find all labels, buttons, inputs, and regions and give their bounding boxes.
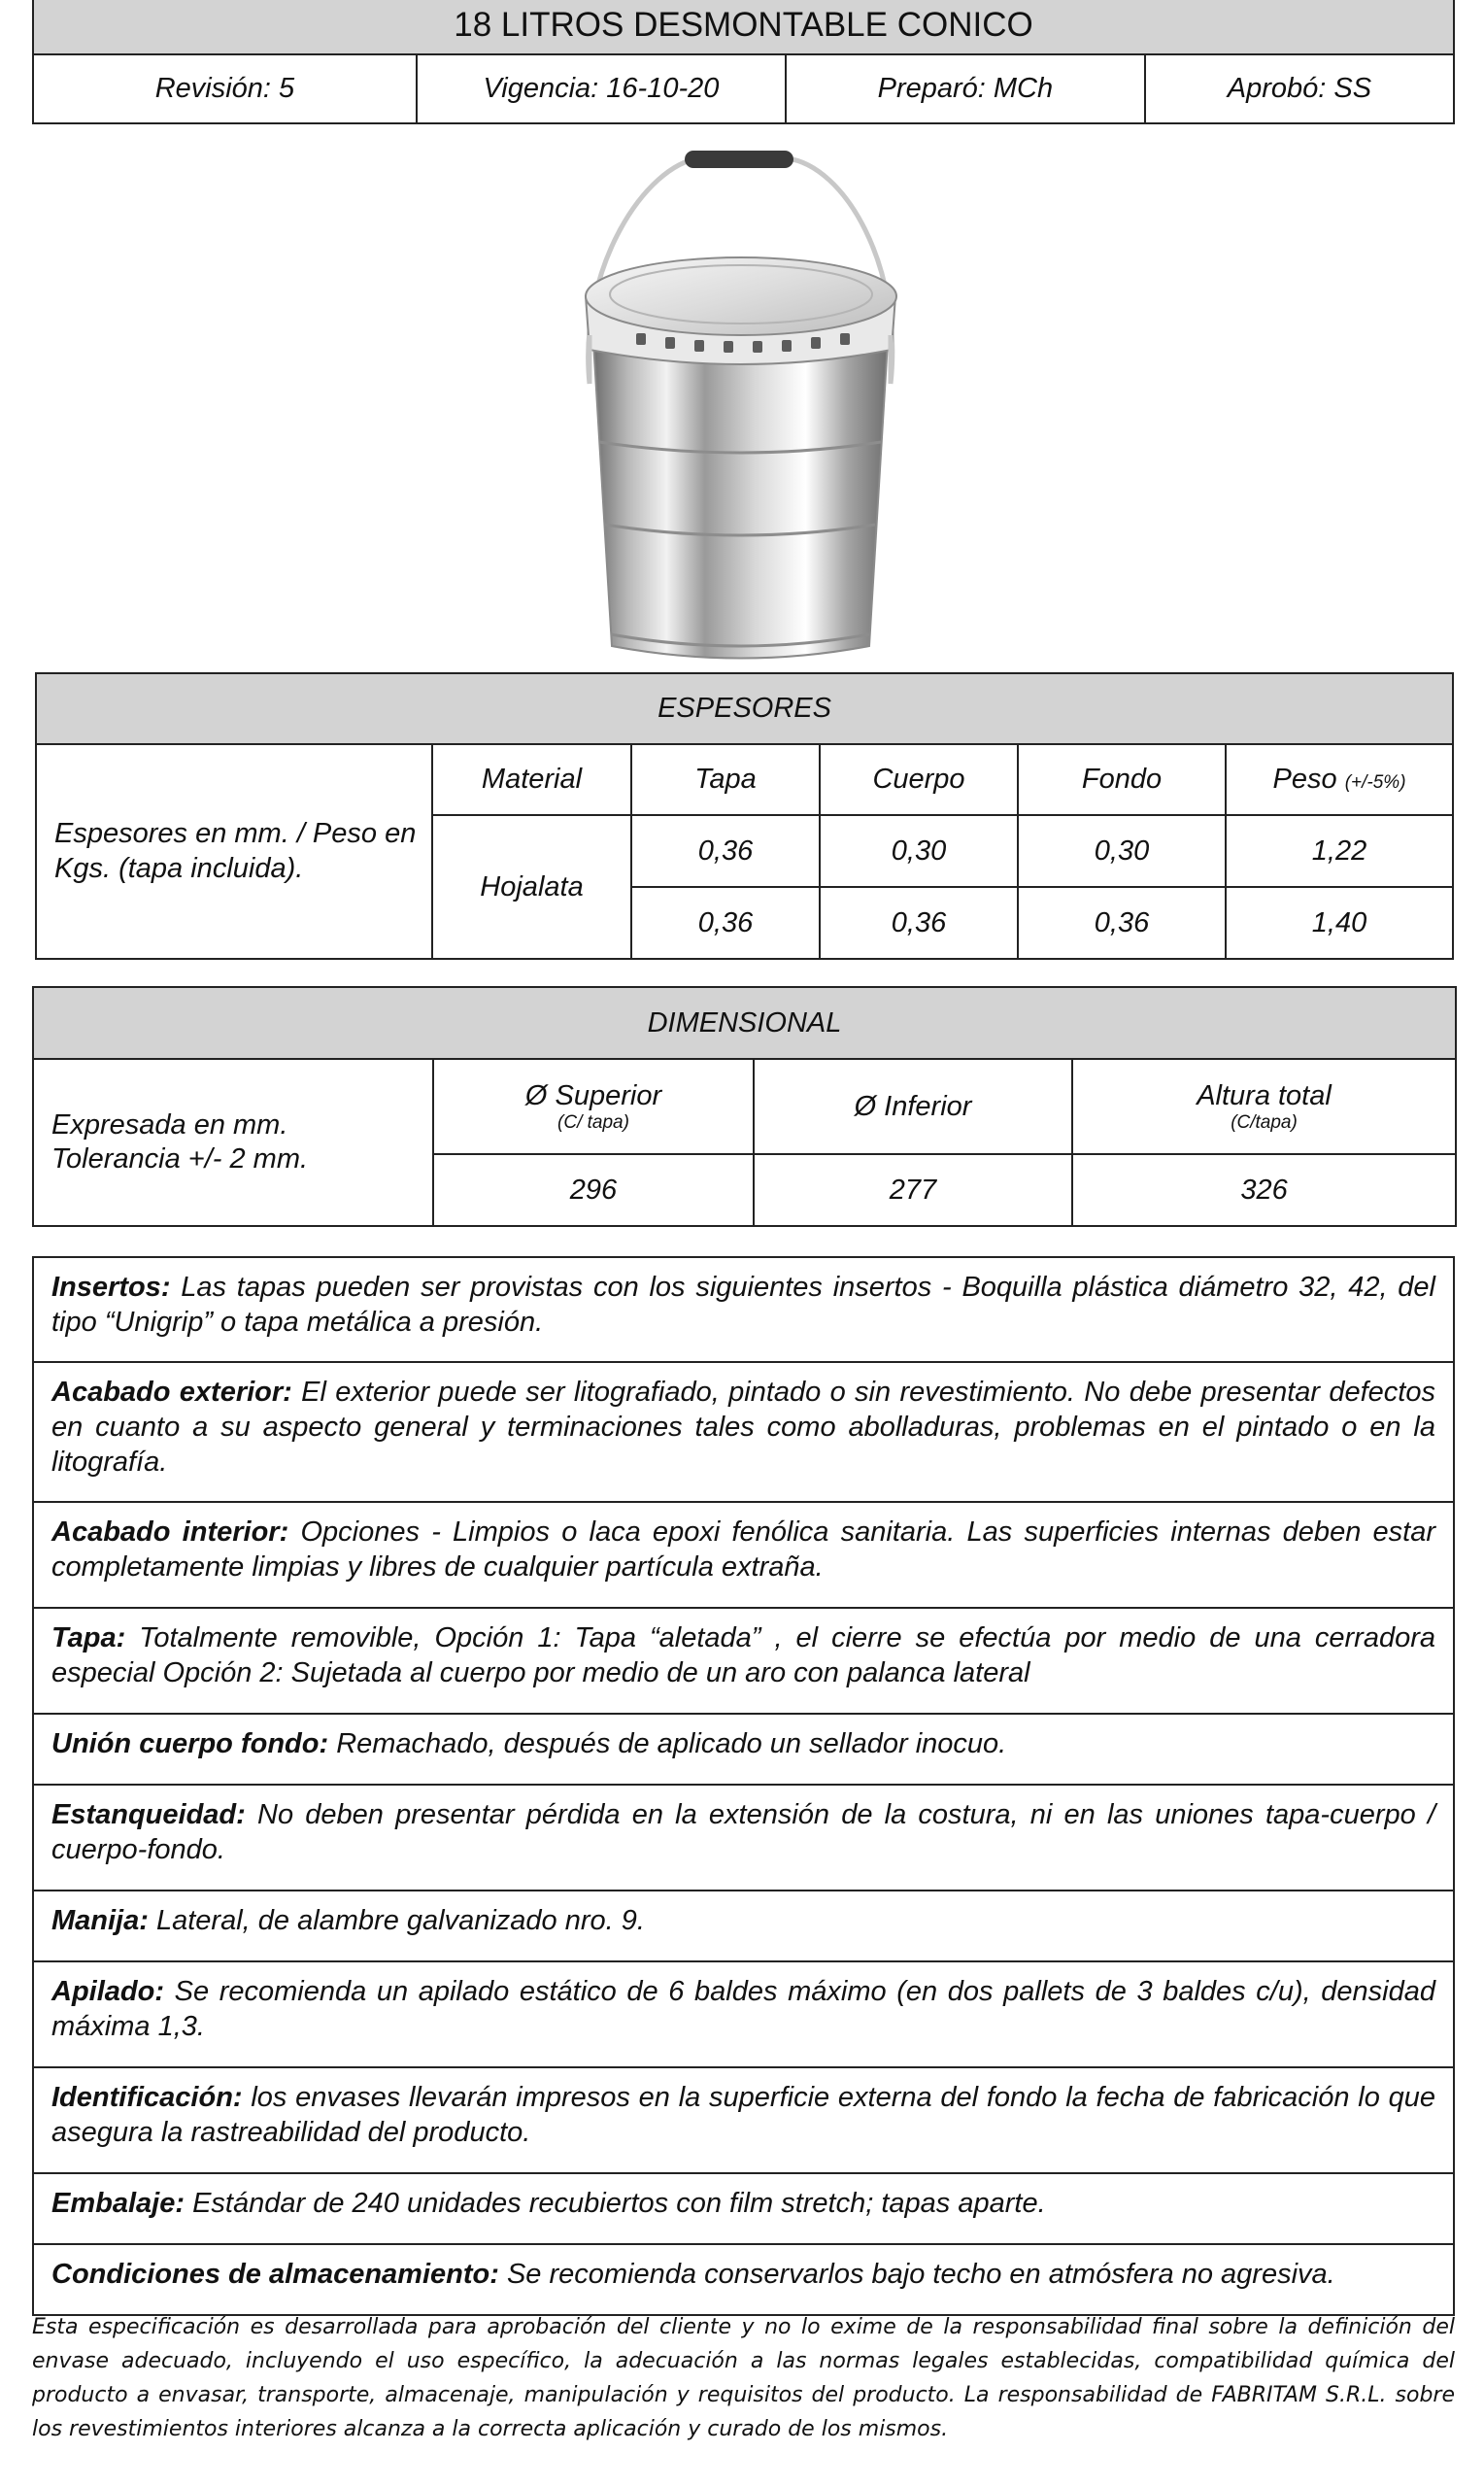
- note-almacenamiento: [34, 2245, 1453, 2314]
- row2-tapa: 0,36: [631, 887, 820, 959]
- note-label: Condiciones de almacenamiento:: [51, 2259, 499, 2290]
- dimensional-section-title: DIMENSIONAL: [33, 987, 1456, 1059]
- vigencia-cell: Vigencia: 16-10-20: [418, 54, 787, 122]
- col-peso: [1226, 744, 1453, 815]
- bucket-product-image: [568, 151, 913, 665]
- note-label: Apilado:: [51, 1976, 164, 2007]
- col-tapa: Tapa: [631, 744, 820, 815]
- preparo-cell: Preparó: MCh: [787, 54, 1146, 122]
- col-superior-note: (C/ tapa): [557, 1111, 629, 1133]
- note-label: Acabado interior:: [51, 1516, 289, 1548]
- inferior-value: 277: [754, 1154, 1072, 1226]
- note-acabado-exterior: [34, 1363, 1453, 1503]
- row2-peso: 1,40: [1226, 887, 1453, 959]
- col-cuerpo: Cuerpo: [820, 744, 1018, 815]
- col-inferior: Ø Inferior: [754, 1059, 1072, 1154]
- note-text: Lateral, de alambre galvanizado nro. 9.: [155, 1905, 645, 1936]
- note-text: El exterior puede ser litografiado, pintado o sin revestimiento. No debe presentar defectos en cuanto a su aspecto general y terminaciones tales como abolladuras, problemas en el pintado o en la litografía.: [51, 1377, 1435, 1478]
- note-text: Se recomienda un apilado estático de 6 baldes máximo (en dos pallets de 3 baldes c/u), densidad máxima 1,3.: [51, 1976, 1436, 2042]
- note-label: Estanqueidad:: [51, 1799, 246, 1830]
- row1-peso: 1,22: [1226, 815, 1453, 887]
- col-material: Material: [432, 744, 631, 815]
- material-cell: Hojalata: [432, 815, 631, 959]
- note-text: Estándar de 240 unidades recubiertos con film stretch; tapas aparte.: [192, 2188, 1046, 2219]
- note-manija: [34, 1891, 1453, 1962]
- note-text: No deben presentar pérdida en la extensión de la costura, ni en las uniones tapa-cuerpo / cuerpo-fondo.: [51, 1799, 1435, 1865]
- col-superior: [433, 1059, 754, 1154]
- title-text: 18 LITROS DESMONTABLE CONICO: [454, 5, 1033, 44]
- note-text: Se recomienda conservarlos bajo techo en atmósfera no agresiva.: [506, 2259, 1335, 2290]
- row2-cuerpo: 0,36: [820, 887, 1018, 959]
- units-label: Expresada en mm.: [51, 1108, 288, 1141]
- altura-value: 326: [1072, 1154, 1456, 1226]
- note-text: los envases llevarán impresos en la superficie externa del fondo la fecha de fabricación lo que asegura la rastreabilidad del producto.: [51, 2082, 1435, 2148]
- note-label: Embalaje:: [51, 2188, 185, 2219]
- col-fondo: Fondo: [1018, 744, 1226, 815]
- superior-value: 296: [433, 1154, 754, 1226]
- dimensional-side-label: [33, 1059, 433, 1226]
- disclaimer-text: Esta especificación es desarrollada para aprobación del cliente y no lo exime de la responsabilidad final sobre la definición del envase adecuado, incluyendo el uso específico, la adecuación a las normas legales establecidas, compatibilidad química del producto a envasar, transporte, almacenaje, manipulación y requisitos del producto. La responsabilidad de FABRITAM S.R.L. sobre los revestimientos interiores alcanza a la correcta aplicación y curado de los mismos.: [32, 2315, 1455, 2441]
- revision-meta-row: [32, 54, 1455, 124]
- col-peso-label: Peso: [1272, 764, 1337, 795]
- row1-tapa: 0,36: [631, 815, 820, 887]
- col-altura-label: Altura total: [1197, 1079, 1332, 1111]
- note-acabado-interior: [34, 1503, 1453, 1609]
- aprobo-cell: Aprobó: SS: [1227, 72, 1372, 104]
- note-text: Las tapas pueden ser provistas con los siguientes insertos - Boquilla plástica diámetro 32, 42, del tipo “Unigrip” o tapa metálica a presión.: [51, 1272, 1435, 1338]
- note-label: Unión cuerpo fondo:: [51, 1728, 329, 1759]
- note-estanqueidad: [34, 1786, 1453, 1891]
- tolerance-label: Tolerancia +/- 2 mm.: [51, 1143, 309, 1175]
- note-identificacion: [34, 2068, 1453, 2174]
- row2-fondo: 0,36: [1018, 887, 1226, 959]
- note-label: Insertos:: [51, 1272, 171, 1303]
- note-tapa: [34, 1609, 1453, 1715]
- note-union-cuerpo-fondo: [34, 1715, 1453, 1786]
- revision-cell: Revisión: 5: [34, 54, 418, 122]
- note-label: Tapa:: [51, 1622, 126, 1653]
- note-text: Remachado, después de aplicado un sellador inocuo.: [336, 1728, 1007, 1759]
- note-embalaje: [34, 2174, 1453, 2245]
- note-apilado: [34, 1962, 1453, 2068]
- note-label: Identificación:: [51, 2082, 243, 2113]
- col-altura-note: (C/tapa): [1231, 1111, 1298, 1133]
- page-title: [32, 0, 1455, 55]
- dimensional-table: [32, 986, 1457, 1227]
- note-text: Opciones - Limpios o laca epoxi fenólica sanitaria. Las superficies internas deben estar completamente limpias y libres de cualquier partícula extraña.: [51, 1516, 1435, 1583]
- col-altura: [1072, 1059, 1456, 1154]
- note-text: Totalmente removible, Opción 1: Tapa “aletada” , el cierre se efectúa por medio de una cerradora especial Opción 2: Sujetada al cuerpo por medio de un aro con palanca lateral: [51, 1622, 1436, 1688]
- col-peso-tolerance: (+/-5%): [1344, 772, 1406, 793]
- note-insertos: [34, 1258, 1453, 1363]
- espesores-side-label: Espesores en mm. / Peso en Kgs. (tapa incluida).: [36, 744, 432, 959]
- specification-notes: [32, 1256, 1455, 2316]
- row1-fondo: 0,30: [1018, 815, 1226, 887]
- note-label: Acabado exterior:: [51, 1377, 292, 1408]
- row1-cuerpo: 0,30: [820, 815, 1018, 887]
- espesores-section-title: ESPESORES: [36, 673, 1453, 744]
- note-label: Manija:: [51, 1905, 149, 1936]
- espesores-table: [35, 672, 1454, 960]
- col-superior-label: Ø Superior: [524, 1079, 662, 1111]
